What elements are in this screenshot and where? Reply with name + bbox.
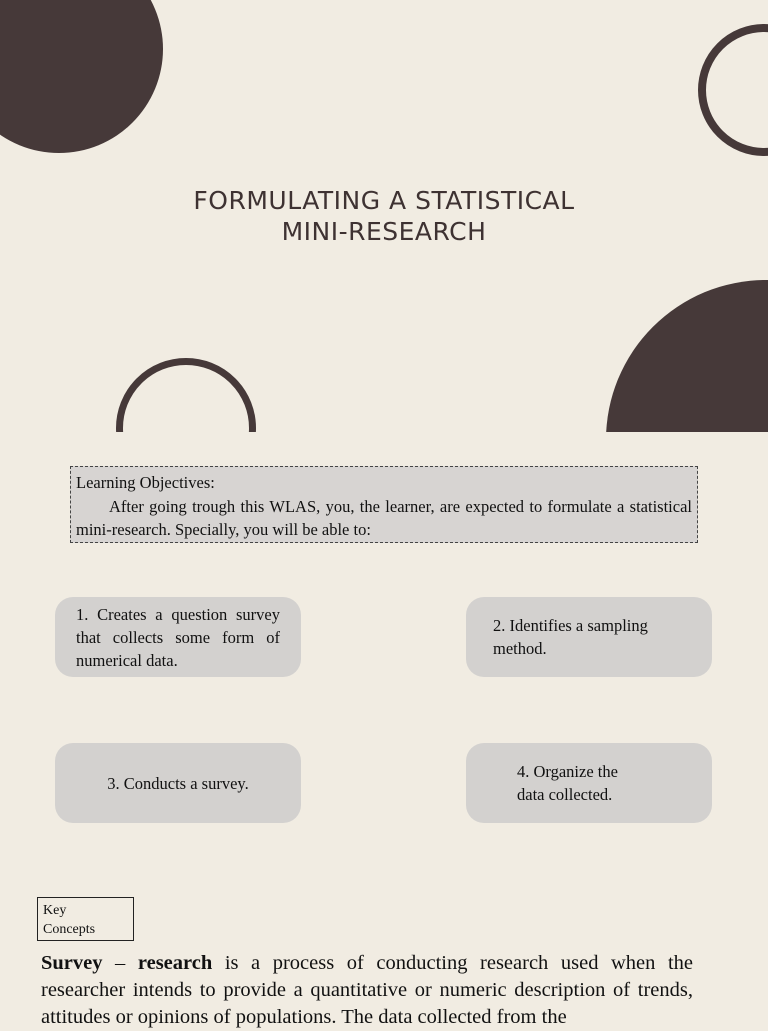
page-title — [0, 185, 768, 247]
term-dash: – — [102, 952, 138, 974]
objective-item-4 — [466, 743, 712, 823]
decorative-circle-top-left — [0, 0, 163, 153]
objective-item-1-text: 1. Creates a question survey that collects some form of numerical data. — [76, 604, 280, 670]
title-line-1: FORMULATING A STATISTICAL — [193, 186, 575, 215]
objective-item-2-text: 2. Identifies a sampling method. — [493, 616, 648, 658]
objective-item-1 — [55, 597, 301, 677]
objective-item-4-text: 4. Organize the data collected. — [517, 762, 618, 804]
decorative-ring-top-right — [698, 24, 768, 156]
objective-item-3 — [55, 743, 301, 823]
objectives-heading: Learning Objectives: — [76, 473, 215, 492]
title-line-2: MINI-RESEARCH — [281, 217, 487, 246]
objectives-text: After going trough this WLAS, you, the learner, are expected to formulate a statistical mini-research. Specially, you will be able to: — [76, 496, 692, 539]
key-concepts-line-2: Concepts — [43, 922, 96, 937]
decorative-ring-left — [116, 358, 256, 432]
definition-text: is a process of conducting research used when the researcher intends to provide a quantitative or numeric description of trends, attitudes or opinions of populations. The data collected from the — [41, 952, 694, 1028]
objective-item-3-text: 3. Conducts a survey. — [107, 773, 249, 793]
key-concepts-line-1: Key — [43, 903, 67, 918]
term-research: research — [137, 952, 213, 974]
term-survey: Survey — [41, 952, 103, 974]
survey-definition-paragraph — [41, 950, 693, 1031]
learning-objectives-box — [70, 466, 698, 543]
decorative-circle-right — [606, 280, 768, 432]
objective-item-2 — [466, 597, 712, 677]
key-concepts-label — [37, 897, 134, 941]
